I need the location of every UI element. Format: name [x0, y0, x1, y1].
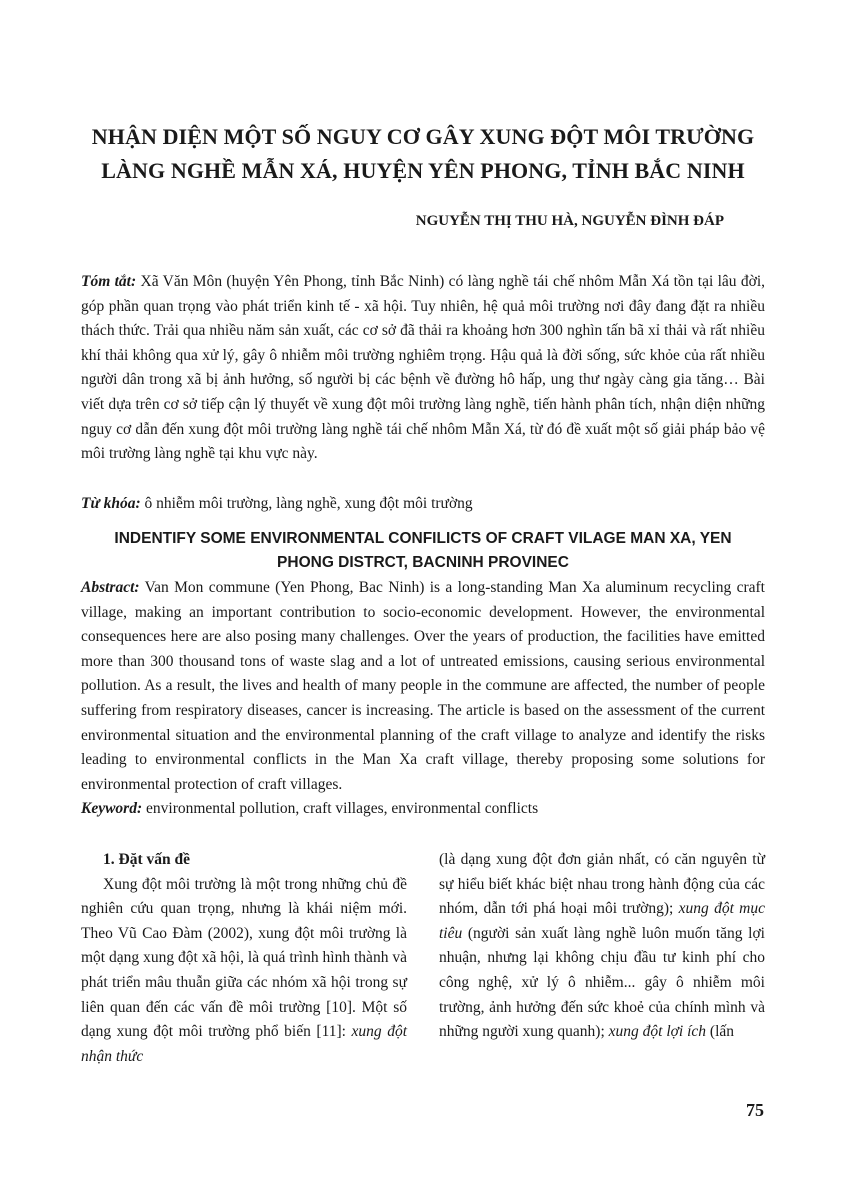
section-paragraph-left	[81, 873, 407, 1070]
paragraph-text: (người sản xuất làng nghề luôn muốn tăng lợi nhuận, nhưng lại không chịu đầu tư kinh phí cho công nghệ, xử lý ô nhiễm... gây ô nhiễm môi trường, ảnh hưởng đến sức khoẻ của chính mình và những người xung quanh);	[439, 924, 765, 1041]
abstract-vietnamese	[81, 270, 765, 467]
english-title	[70, 527, 776, 575]
paragraph-text: Xung đột môi trường là một trong những chủ đề nghiên cứu quan trọng, nhưng là khái niệm mới. Theo Vũ Cao Đàm (2002), xung đột môi trường là một dạng xung đột xã hội, là quá trình hình thành và phát triển mâu thuẫn giữa các nhóm xã hội trong sự liên quan đến các vấn đề môi trường [10]. Một số dạng xung đột môi trường phổ biến [11]:	[81, 875, 407, 1041]
paragraph-italic-term: xung đột mục tiêu	[439, 900, 765, 942]
keywords-en-text: environmental pollution, craft villages, environmental conflicts	[142, 800, 539, 817]
keywords-vietnamese	[81, 492, 765, 517]
authors: NGUYỄN THỊ THU HÀ, NGUYỄN ĐÌNH ĐÁP	[415, 213, 724, 229]
page-number: 75	[746, 1100, 764, 1120]
keywords-en-label: Keyword:	[81, 800, 143, 817]
abstract-english	[81, 576, 765, 797]
paragraph-italic-term: xung đột lợi ích	[608, 1023, 707, 1041]
paragraph-italic-term: xung đột nhận thức	[81, 1023, 408, 1065]
title-line-1: NHẬN DIỆN MỘT SỐ NGUY CƠ GÂY XUNG ĐỘT MÔI TRƯỜNG	[91, 124, 755, 149]
english-title-line-2: PHONG DISTRCT, BACNINH PROVINEC	[277, 554, 569, 571]
abstract-en-text: Van Mon commune (Yen Phong, Bac Ninh) is a long-standing Man Xa aluminum recycling craft village, making an important contribution to socio-economic development. However, the environmental consequences here are also posing many challenges. Over the years of production, the facilities have emitted more than 300 thousand tons of waste slag and a lot of untreated emissions, causing serious environmental pollution. As a result, the lives and health of many people in the commune are affected, the number of people suffering from respiratory diseases, cancer is increasing. The article is based on the assessment of the current environmental situation and the environmental planning of the craft village to analyze and identify the risks leading to environmental conflicts in the Man Xa craft village, thereby proposing some solutions for environmental protection of craft villages.	[81, 579, 765, 793]
abstract-vi-text: Xã Văn Môn (huyện Yên Phong, tỉnh Bắc Ninh) có làng nghề tái chế nhôm Mẫn Xá tồn tại lâu đời, góp phần quan trọng vào phát triển kinh tế - xã hội. Tuy nhiên, hệ quả môi trường nơi đây đang đặt ra nhiều thách thức. Trải qua nhiều năm sản xuất, các cơ sở đã thải ra khoảng hơn 300 nghìn tấn bã xỉ thải và rất nhiều khí thải không qua xử lý, gây ô nhiễm môi trường nghiêm trọng. Hậu quả là đời sống, sức khỏe của rất nhiều người dân trong xã bị ảnh hưởng, số người bị các bệnh về đường hô hấp, ung thư ngày càng gia tăng… Bài viết dựa trên cơ sở tiếp cận lý thuyết về xung đột môi trường làng nghề, tiến hành phân tích, nhận diện những nguy cơ dẫn đến xung đột môi trường làng nghề tái chế nhôm Mẫn Xá, từ đó đề xuất một số giải pháp bảo vệ môi trường làng nghề tại khu vực này.	[81, 273, 766, 463]
paper-title	[60, 120, 786, 188]
keywords-vi-label: Từ khóa:	[81, 495, 141, 512]
body-column-left	[81, 848, 407, 1069]
section-paragraph-right	[439, 848, 765, 1045]
keywords-vi-text: ô nhiễm môi trường, làng nghề, xung đột môi trường	[140, 495, 473, 512]
english-title-line-1: INDENTIFY SOME ENVIRONMENTAL CONFILICTS OF CRAFT VILAGE MAN XA, YEN	[114, 530, 732, 547]
paragraph-text: (lấn	[706, 1023, 735, 1041]
abstract-vi-label: Tóm tắt:	[81, 273, 137, 290]
paragraph-text: (là dạng xung đột đơn giản nhất, có căn nguyên từ sự hiểu biết khác biệt nhau trong hành động của các nhóm, dẫn tới phá hoại môi trường);	[439, 851, 765, 918]
abstract-en-label: Abstract:	[81, 579, 140, 596]
body-column-right	[439, 848, 765, 1045]
section-heading: 1. Đặt vấn đề	[103, 851, 190, 868]
title-line-2: LÀNG NGHỀ MẪN XÁ, HUYỆN YÊN PHONG, TỈNH BẮC NINH	[101, 158, 745, 183]
keywords-english	[81, 797, 765, 822]
